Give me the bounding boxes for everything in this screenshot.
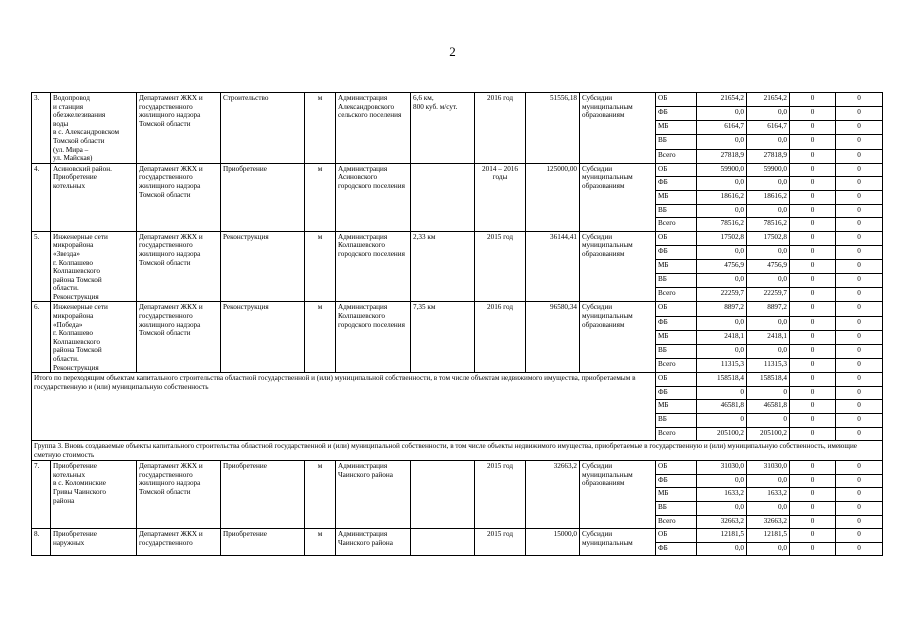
row-number: 3. [32,93,51,164]
fin-year: 32663,2 [747,515,790,529]
funding-form: Субсидии муниципальным образованиям [580,231,656,302]
fin-plan-year: 0 [836,427,883,441]
fin-next-year: 0 [790,218,836,232]
fin-next-year: 0 [790,288,836,302]
fin-plan-year: 0 [836,288,883,302]
fin-source: Всего [656,515,697,529]
period: 2016 год [475,93,526,164]
fin-total: 0,0 [697,501,747,515]
fin-source: Всего [656,288,697,302]
table-row [32,163,883,177]
fin-year: 0,0 [747,107,790,121]
fin-plan-year: 0 [836,542,883,556]
fin-total: 0 [697,386,747,400]
fin-total: 1633,2 [697,488,747,502]
fin-source: ВБ [656,414,697,428]
fin-next-year: 0 [790,135,836,149]
object-name: Приобретение наружных [51,529,137,556]
fin-source: ОБ [656,302,697,316]
fin-source: ВБ [656,501,697,515]
period: 2015 год [475,461,526,529]
fin-source: ВБ [656,135,697,149]
fin-year: 0,0 [747,204,790,218]
fin-total: 11315,3 [697,359,747,373]
responsible-department: Департамент ЖКХ и государственного жилищного надзора Томской области [137,302,221,373]
fin-next-year: 0 [790,260,836,274]
fin-year: 0,0 [747,177,790,191]
fin-total: 31030,0 [697,461,747,475]
fin-source: МБ [656,400,697,414]
fin-next-year: 0 [790,149,836,163]
fin-next-year: 0 [790,414,836,428]
fin-plan-year: 0 [836,400,883,414]
row-number: 7. [32,461,51,529]
fin-year: 8897,2 [747,302,790,316]
fin-next-year: 0 [790,302,836,316]
table-row [32,93,883,107]
fin-total: 8897,2 [697,302,747,316]
table-row [32,461,883,475]
fin-total: 0 [697,414,747,428]
fin-year: 0,0 [747,274,790,288]
fin-plan-year: 0 [836,274,883,288]
table-row [32,302,883,316]
fin-year: 1633,2 [747,488,790,502]
capacity [411,461,475,529]
responsible-department: Департамент ЖКХ и государственного жилищного надзора Томской области [137,163,221,231]
fin-source: ФБ [656,316,697,330]
table-body [32,93,883,556]
fin-source: ОБ [656,231,697,245]
fin-total: 2418,1 [697,330,747,344]
fin-year: 27818,9 [747,149,790,163]
fin-total: 12181,5 [697,529,747,543]
group-3-title: Группа 3. Вновь создаваемые объекты капитального строительства областной государственной и (или) муниципальной собственности, в том числе объекты недвижимого имущества, приобретаемые в государственную и (или) муниципальную собственность, имеющие сметную стоимость [32,441,883,461]
fin-year: 21654,2 [747,93,790,107]
fin-next-year: 0 [790,330,836,344]
fin-total: 18616,2 [697,190,747,204]
fin-plan-year: 0 [836,93,883,107]
fin-total: 4756,9 [697,260,747,274]
fin-next-year: 0 [790,274,836,288]
table-row [32,231,883,245]
unit: м [305,93,336,164]
fin-year: 0,0 [747,344,790,358]
unit: м [305,231,336,302]
unit: м [305,461,336,529]
fin-next-year: 0 [790,93,836,107]
fin-total: 0,0 [697,245,747,259]
funding-form: Субсидии муниципальным образованиям [580,302,656,373]
fin-total: 78516,2 [697,218,747,232]
estimated-cost: 32663,2 [526,461,580,529]
fin-year: 158518,4 [747,373,790,387]
fin-source: ФБ [656,386,697,400]
fin-plan-year: 0 [836,386,883,400]
fin-plan-year: 0 [836,107,883,121]
fin-source: ФБ [656,177,697,191]
fin-next-year: 0 [790,400,836,414]
fin-next-year: 0 [790,515,836,529]
object-name: Водопровод и станция обезжелезивания воды в с. Александровском Томской области (ул. Мира – ул. Майская) [51,93,137,164]
fin-plan-year: 0 [836,218,883,232]
row-number: 4. [32,163,51,231]
work-type: Приобретение [221,461,305,529]
objects-table [31,92,883,556]
fin-source: Всего [656,218,697,232]
responsible-department: Департамент ЖКХ и государственного [137,529,221,556]
fin-plan-year: 0 [836,231,883,245]
row-number: 6. [32,302,51,373]
customer: Администрация Колпашевского городского поселения [336,231,411,302]
fin-total: 46581,8 [697,400,747,414]
fin-next-year: 0 [790,344,836,358]
total-label: Итого по переходящим объектам капитального строительства областной государственной и (или) муниципальной собственности, в том числе объектам недвижимого имущества, приобретаемым в государственную и (или) муниципальную собственность [32,373,656,441]
fin-total: 158518,4 [697,373,747,387]
fin-total: 0,0 [697,177,747,191]
period: 2015 год [475,529,526,556]
fin-next-year: 0 [790,231,836,245]
fin-plan-year: 0 [836,474,883,488]
unit: м [305,529,336,556]
fin-year: 0,0 [747,245,790,259]
responsible-department: Департамент ЖКХ и государственного жилищного надзора Томской области [137,231,221,302]
fin-plan-year: 0 [836,501,883,515]
customer: Администрация Асиновского городского поселения [336,163,411,231]
estimated-cost: 51556,18 [526,93,580,164]
fin-total: 22259,7 [697,288,747,302]
funding-form: Субсидии муниципальным образованиям [580,461,656,529]
fin-plan-year: 0 [836,190,883,204]
fin-year: 12181,5 [747,529,790,543]
fin-year: 0,0 [747,135,790,149]
funding-form: Субсидии муниципальным образованиям [580,163,656,231]
row-number: 5. [32,231,51,302]
fin-next-year: 0 [790,316,836,330]
fin-total: 0,0 [697,107,747,121]
fin-plan-year: 0 [836,245,883,259]
work-type: Реконструкция [221,302,305,373]
fin-year: 31030,0 [747,461,790,475]
estimated-cost: 96580,34 [526,302,580,373]
fin-plan-year: 0 [836,359,883,373]
fin-year: 4756,9 [747,260,790,274]
fin-source: МБ [656,260,697,274]
fin-total: 0,0 [697,474,747,488]
fin-source: ВБ [656,344,697,358]
work-type: Приобретение [221,529,305,556]
fin-next-year: 0 [790,474,836,488]
fin-year: 17502,8 [747,231,790,245]
fin-year: 0,0 [747,474,790,488]
page-number: 2 [449,44,456,59]
fin-plan-year: 0 [836,529,883,543]
fin-plan-year: 0 [836,177,883,191]
total-row [32,373,883,387]
estimated-cost: 36144,41 [526,231,580,302]
table-row [32,529,883,543]
customer: Администрация Александровского сельского поселения [336,93,411,164]
capacity: 6,6 км, 800 куб. м/сут. [411,93,475,164]
fin-source: МБ [656,488,697,502]
fin-total: 0,0 [697,542,747,556]
fin-source: МБ [656,330,697,344]
capacity: 7,35 км [411,302,475,373]
fin-source: МБ [656,121,697,135]
fin-next-year: 0 [790,488,836,502]
fin-year: 0 [747,386,790,400]
object-name: Инженерные сети микрорайона «Звезда» г. Колпашево Колпашевского района Томской области. Реконструкция [51,231,137,302]
fin-source: ВБ [656,204,697,218]
fin-source: ФБ [656,107,697,121]
work-type: Реконструкция [221,231,305,302]
fin-source: ФБ [656,474,697,488]
fin-total: 21654,2 [697,93,747,107]
fin-source: ОБ [656,93,697,107]
fin-source: Всего [656,149,697,163]
unit: м [305,302,336,373]
fin-next-year: 0 [790,177,836,191]
fin-next-year: 0 [790,461,836,475]
fin-plan-year: 0 [836,330,883,344]
fin-plan-year: 0 [836,316,883,330]
fin-year: 0 [747,414,790,428]
object-name: Инженерные сети микрорайона «Победа» г. Колпашево Колпашевского района Томской области. Реконструкция [51,302,137,373]
period: 2014 – 2016 годы [475,163,526,231]
fin-next-year: 0 [790,501,836,515]
fin-plan-year: 0 [836,149,883,163]
fin-next-year: 0 [790,204,836,218]
fin-source: ОБ [656,461,697,475]
fin-next-year: 0 [790,163,836,177]
customer: Администрация Чаинского района [336,461,411,529]
fin-total: 17502,8 [697,231,747,245]
fin-year: 78516,2 [747,218,790,232]
fin-source: Всего [656,359,697,373]
fin-source: ФБ [656,245,697,259]
row-number: 8. [32,529,51,556]
fin-plan-year: 0 [836,260,883,274]
fin-year: 205100,2 [747,427,790,441]
work-type: Приобретение [221,163,305,231]
fin-next-year: 0 [790,542,836,556]
fin-source: ФБ [656,542,697,556]
capacity [411,529,475,556]
fin-total: 27818,9 [697,149,747,163]
funding-form: Субсидии муниципальным [580,529,656,556]
fin-plan-year: 0 [836,488,883,502]
object-name: Приобретение котельных в с. Коломинские Гривы Чаинского района [51,461,137,529]
fin-total: 0,0 [697,135,747,149]
period: 2016 год [475,302,526,373]
fin-source: Всего [656,427,697,441]
fin-next-year: 0 [790,529,836,543]
fin-total: 32663,2 [697,515,747,529]
fin-plan-year: 0 [836,121,883,135]
group-header-row [32,441,883,461]
fin-source: ОБ [656,529,697,543]
fin-year: 11315,3 [747,359,790,373]
responsible-department: Департамент ЖКХ и государственного жилищного надзора Томской области [137,93,221,164]
fin-year: 0,0 [747,316,790,330]
fin-total: 205100,2 [697,427,747,441]
fin-plan-year: 0 [836,373,883,387]
fin-total: 0,0 [697,344,747,358]
fin-next-year: 0 [790,359,836,373]
fin-year: 18616,2 [747,190,790,204]
fin-next-year: 0 [790,190,836,204]
capacity: 2,33 км [411,231,475,302]
fin-source: ОБ [656,163,697,177]
fin-year: 0,0 [747,501,790,515]
fin-year: 0,0 [747,542,790,556]
fin-next-year: 0 [790,245,836,259]
fin-total: 0,0 [697,274,747,288]
fin-plan-year: 0 [836,302,883,316]
fin-source: ВБ [656,274,697,288]
fin-plan-year: 0 [836,461,883,475]
fin-next-year: 0 [790,427,836,441]
customer: Администрация Колпашевского городского поселения [336,302,411,373]
period: 2015 год [475,231,526,302]
fin-plan-year: 0 [836,414,883,428]
fin-next-year: 0 [790,107,836,121]
funding-form: Субсидии муниципальным образованиям [580,93,656,164]
fin-next-year: 0 [790,121,836,135]
fin-plan-year: 0 [836,515,883,529]
fin-plan-year: 0 [836,344,883,358]
unit: м [305,163,336,231]
fin-year: 22259,7 [747,288,790,302]
responsible-department: Департамент ЖКХ и государственного жилищного надзора Томской области [137,461,221,529]
fin-total: 59900,0 [697,163,747,177]
customer: Администрация Чаинского района [336,529,411,556]
fin-year: 2418,1 [747,330,790,344]
fin-year: 46581,8 [747,400,790,414]
fin-next-year: 0 [790,373,836,387]
fin-next-year: 0 [790,386,836,400]
fin-plan-year: 0 [836,163,883,177]
fin-plan-year: 0 [836,135,883,149]
fin-year: 59900,0 [747,163,790,177]
estimated-cost: 15000,0 [526,529,580,556]
work-type: Строительство [221,93,305,164]
fin-total: 6164,7 [697,121,747,135]
object-name: Асиновский район. Приобретение котельных [51,163,137,231]
fin-total: 0,0 [697,204,747,218]
fin-plan-year: 0 [836,204,883,218]
fin-year: 6164,7 [747,121,790,135]
estimated-cost: 125000,00 [526,163,580,231]
fin-source: ОБ [656,373,697,387]
fin-source: МБ [656,190,697,204]
capacity [411,163,475,231]
fin-total: 0,0 [697,316,747,330]
